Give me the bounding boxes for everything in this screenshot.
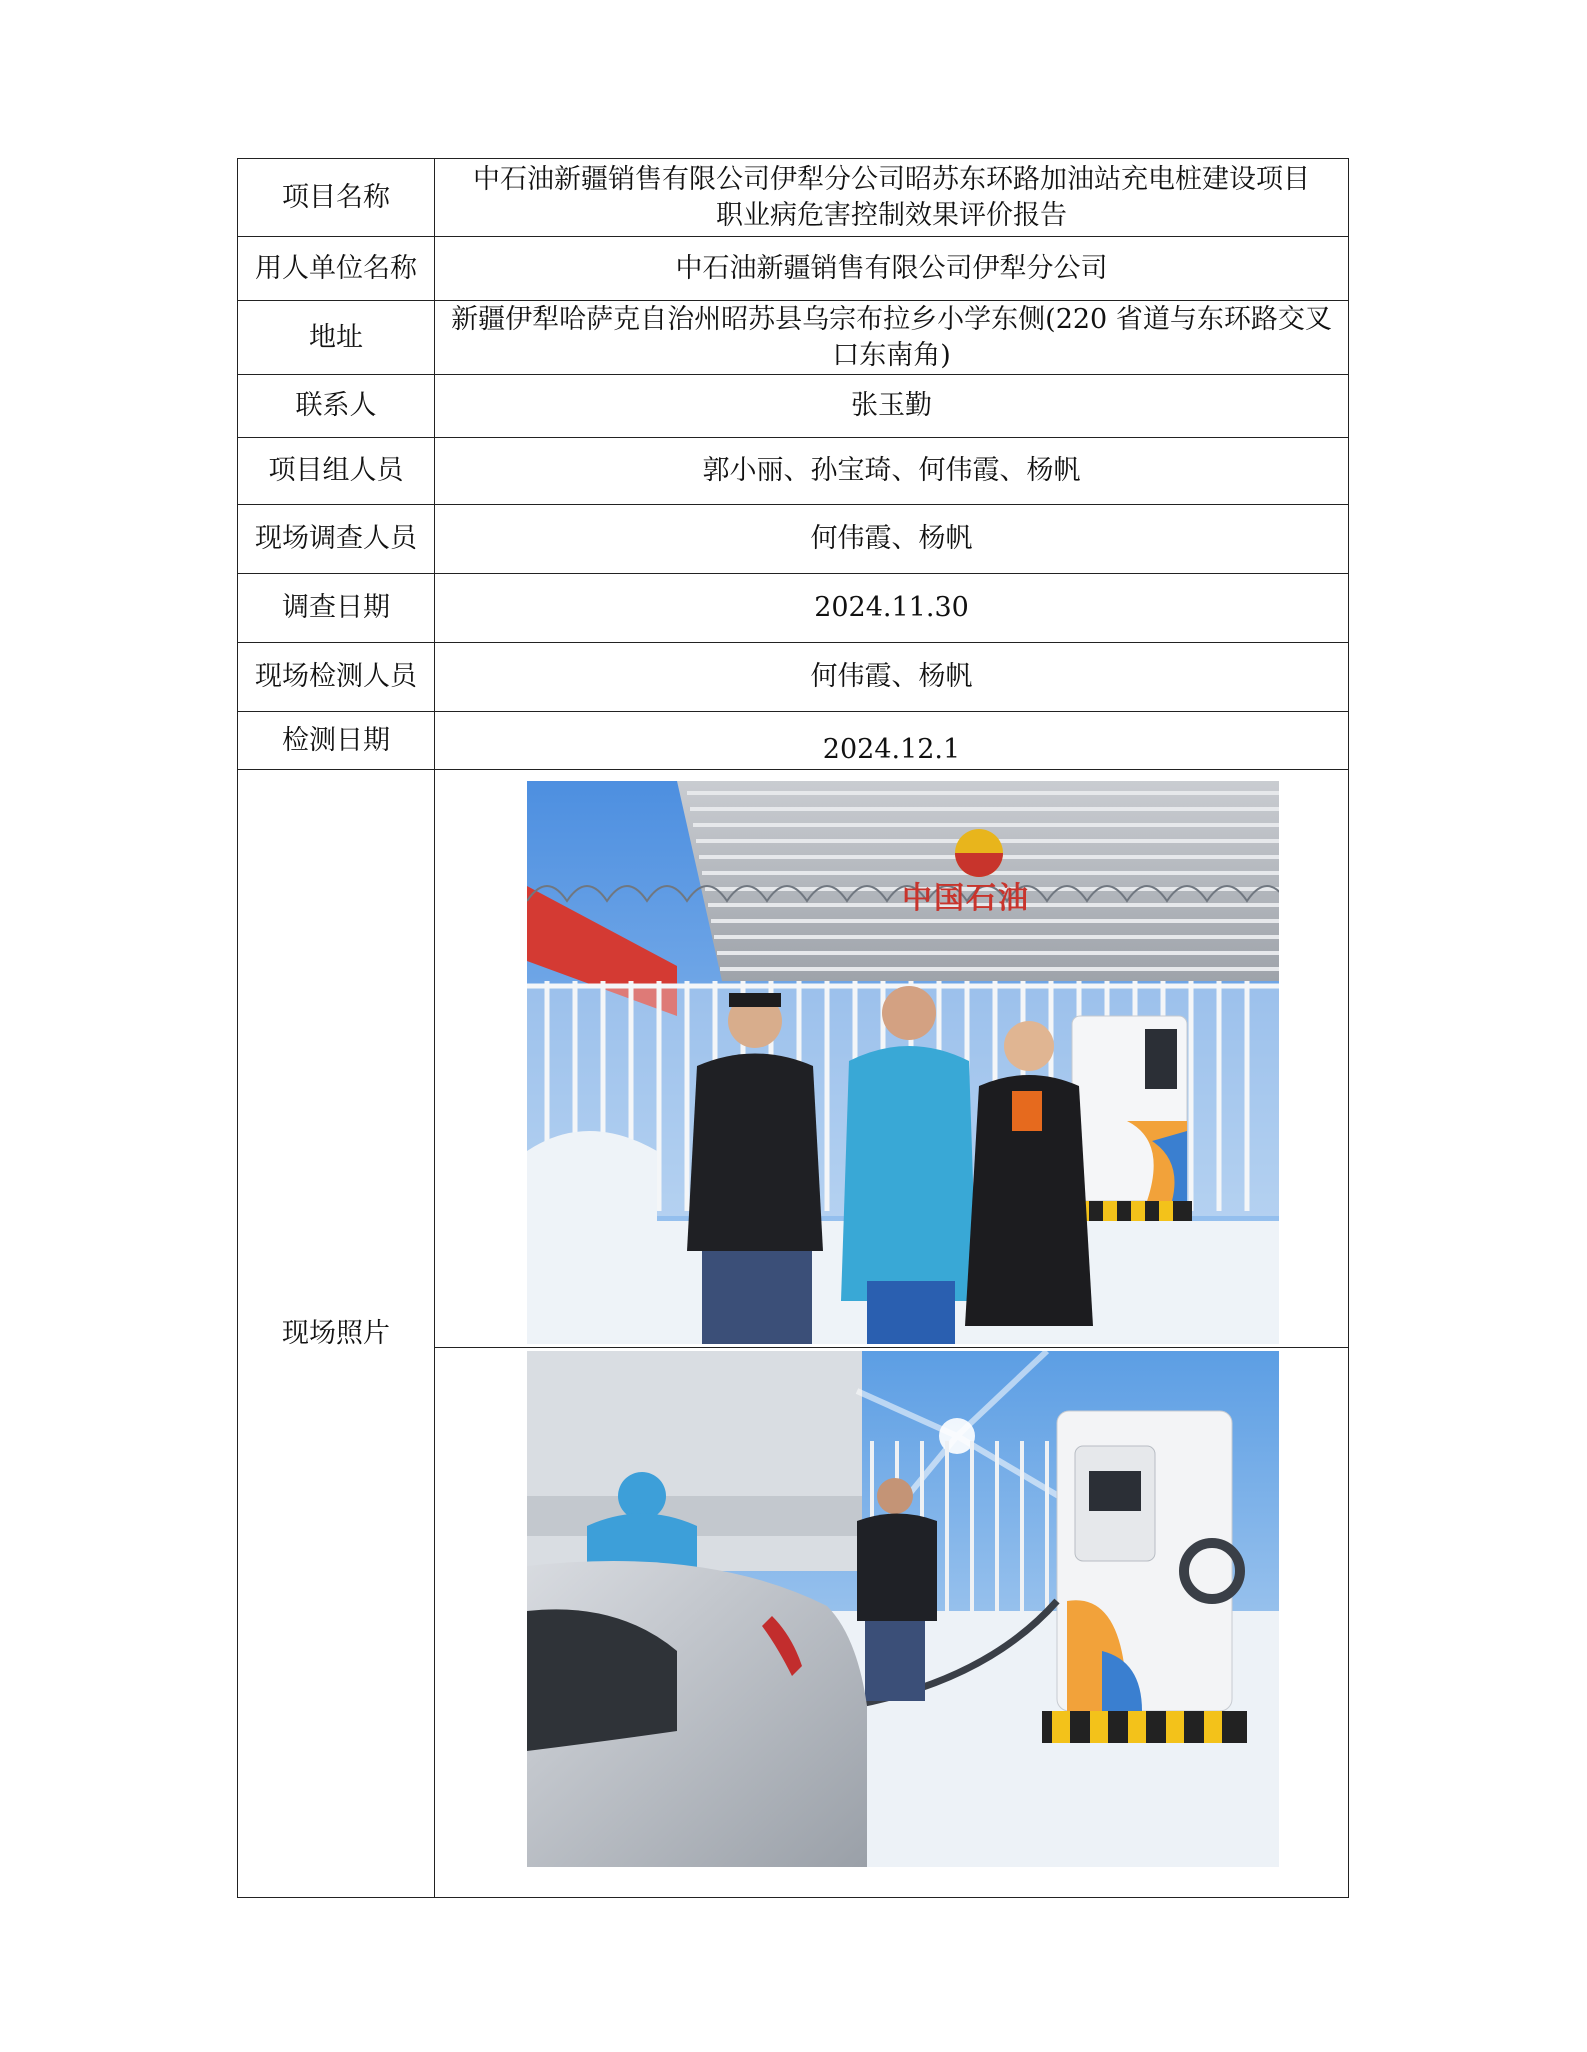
value-project-name-line2: 职业病危害控制效果评价报告 — [716, 199, 1067, 231]
row-project-team — [238, 438, 1349, 505]
label-test-date: 检测日期 — [238, 712, 435, 770]
label-address: 地址 — [238, 301, 435, 375]
value-test-staff: 何伟霞、杨帆 — [435, 643, 1349, 712]
value-project-team: 郭小丽、孙宝琦、何伟霞、杨帆 — [435, 438, 1349, 505]
value-survey-date: 2024.11.30 — [435, 574, 1349, 643]
value-project-name-line1: 中石油新疆销售有限公司伊犁分公司昭苏东环路加油站充电桩建设项目 — [473, 163, 1310, 195]
photo1-sign-text: 中国石油 — [902, 881, 1030, 916]
label-employer: 用人单位名称 — [238, 237, 435, 301]
row-test-date — [238, 712, 1349, 770]
row-contact — [238, 375, 1349, 438]
value-employer: 中石油新疆销售有限公司伊犁分公司 — [435, 237, 1349, 301]
row-site-photos — [238, 770, 1349, 1898]
row-project-name — [238, 159, 1349, 237]
label-project-team: 项目组人员 — [238, 438, 435, 505]
value-test-date: 2024.12.1 — [435, 712, 1349, 770]
value-address — [435, 301, 1349, 375]
row-survey-date — [238, 574, 1349, 643]
site-photo-1-image — [527, 781, 1279, 1344]
row-survey-staff — [238, 505, 1349, 574]
site-photo-2-image — [527, 1351, 1279, 1867]
value-survey-staff: 何伟霞、杨帆 — [435, 505, 1349, 574]
site-photo-2 — [527, 1351, 1279, 1867]
site-photo-1 — [527, 781, 1279, 1344]
label-survey-date: 调查日期 — [238, 574, 435, 643]
row-employer — [238, 237, 1349, 301]
value-project-name — [435, 159, 1349, 237]
row-test-staff — [238, 643, 1349, 712]
value-address-line1: 新疆伊犁哈萨克自治州昭苏县乌宗布拉乡小学东侧(220 省道与东环路交叉 — [451, 303, 1332, 335]
label-survey-staff: 现场调查人员 — [238, 505, 435, 574]
label-test-staff: 现场检测人员 — [238, 643, 435, 712]
label-site-photos: 现场照片 — [238, 770, 435, 1898]
row-address — [238, 301, 1349, 375]
value-contact: 张玉勤 — [435, 375, 1349, 438]
info-table — [237, 158, 1349, 1898]
label-contact: 联系人 — [238, 375, 435, 438]
label-project-name: 项目名称 — [238, 159, 435, 237]
photo-divider — [435, 1347, 1348, 1348]
site-photos-box — [435, 770, 1348, 1897]
site-photos-cell — [435, 770, 1349, 1898]
value-address-line2: 口东南角) — [832, 339, 951, 371]
